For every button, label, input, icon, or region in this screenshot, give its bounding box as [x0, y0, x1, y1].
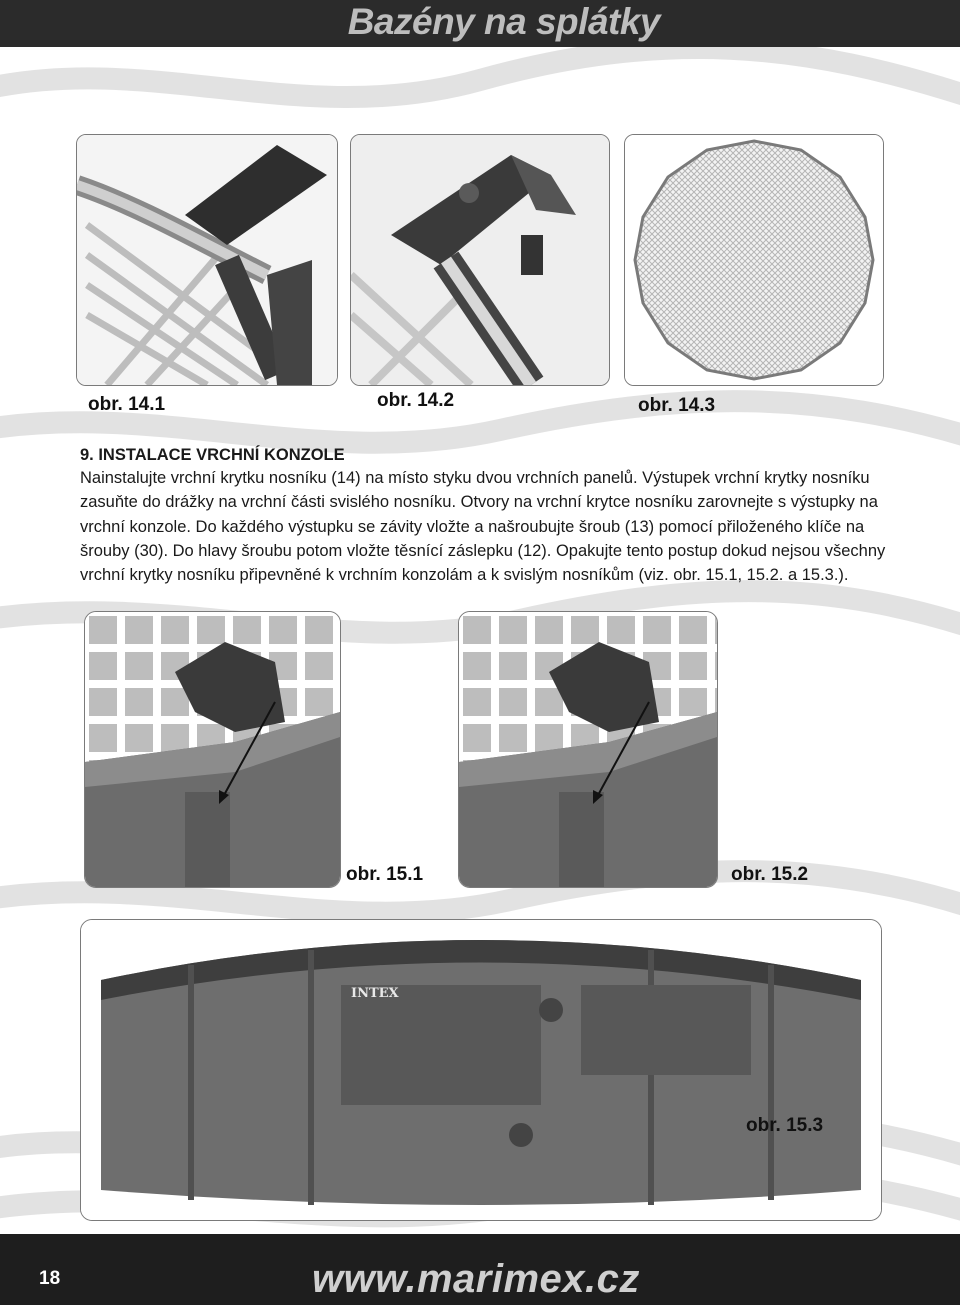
intex-logo: INTEX	[351, 986, 399, 1001]
page-number: 18	[39, 1268, 61, 1289]
figure-15-3-caption: obr. 15.3	[746, 1115, 824, 1136]
figure-15-1-photo	[84, 611, 341, 888]
figure-15-3-photo	[80, 919, 882, 1221]
section-heading: 9. INSTALACE VRCHNÍ KONZOLE	[80, 446, 345, 464]
figure-14-3-caption: obr. 14.3	[638, 395, 716, 416]
page-title: Bazény na splátky	[347, 1, 660, 42]
section-9	[80, 444, 900, 587]
figure-14-1-photo	[76, 134, 338, 386]
figure-15-2-photo	[458, 611, 718, 888]
figure-14-1-caption: obr. 14.1	[88, 394, 166, 415]
figure-14-3-photo	[624, 134, 884, 386]
section-body: Nainstalujte vrchní krytku nosníku (14) na místo styku dvou vrchních panelů. Výstupek vrchní krytky nosníku zasuňte do drážky na vrchní části svislého nosníku. Otvory na vrchní krytce nosníku zarovnejte s výstupky na vrchní konzole. Do každého výstupku se závity vložte a našroubujte šroub (13) pomocí přiloženého klíče na šrouby (30). Do hlavy šroubu potom vložte těsnící záslepku (12). Opakujte tento postup dokud nejsou všechny vrchní krytky nosníku připevněné k vrchním konzolám a k svislým nosníkům (viz. obr. 15.1, 15.2. a 15.3.).	[80, 469, 886, 585]
figure-14-2-caption: obr. 14.2	[377, 390, 455, 411]
footer-url[interactable]: www.marimex.cz	[312, 1257, 640, 1301]
figure-14-2-photo	[350, 134, 610, 386]
figure-15-2-caption: obr. 15.2	[731, 864, 809, 885]
header-bar	[0, 0, 960, 47]
figure-15-1-caption: obr. 15.1	[346, 864, 424, 885]
